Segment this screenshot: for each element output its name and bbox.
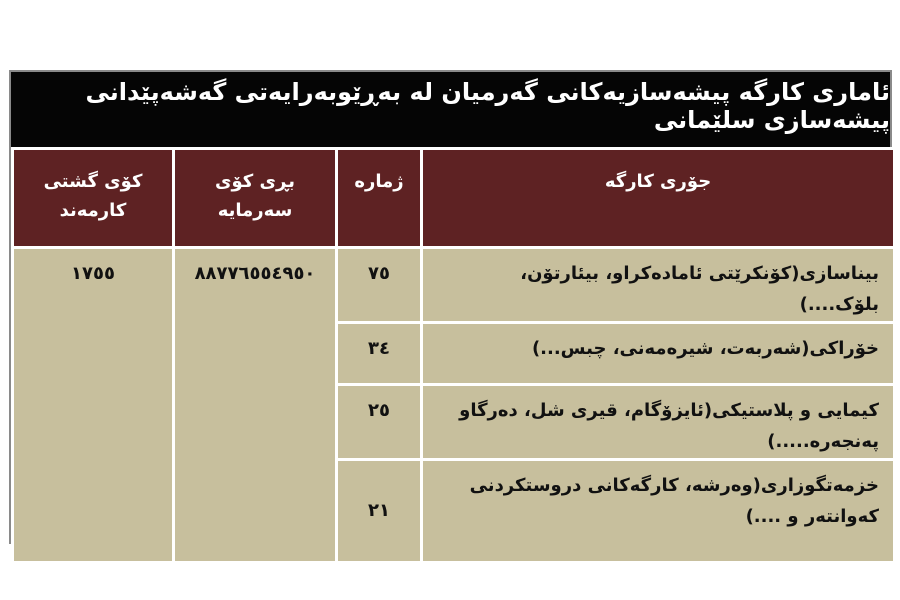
row-3-number: ٢٥ [338,386,420,458]
row-1-type: بیناسازی(کۆنکرێتی ئامادەکراو، بیئارتۆن، بلۆک....) [423,249,893,321]
table-title: ئاماری کارگە پیشەسازیەکانی گەرمیان لە بەڕێوبەرایەتی گەشەپێدانی پیشەسازی سلێمانی [11,72,890,147]
row-1-number: ٧٥ [338,249,420,321]
row-3-type: کیمایی و پلاستیکی(ئایزۆگام، قیری شل، دەرگاو پەنجەرە.....) [423,386,893,458]
header-number: ژمارە [338,150,420,246]
row-4-type: خزمەتگوزاری(وەرشە، کارگەکانی دروستکردنی کەوانتەر و ....) [423,461,893,561]
header-employees [14,150,172,246]
row-2-type: خۆراکی(شەربەت، شیرەمەنی، چبس...) [423,324,893,383]
total-capital: ٨٨٧٧٦٥٥٤٩٥٠ [175,249,335,561]
total-employees: ١٧٥٥ [14,249,172,561]
row-2-number: ٣٤ [338,324,420,383]
header-type: جۆری کارگە [423,150,893,246]
table-row [14,249,893,321]
row-4-number: ٢١ [338,461,420,561]
header-employees-text: کۆی گشتی کارمەند [43,171,143,221]
statistics-table [9,70,892,544]
header-row [14,150,893,246]
header-capital: بڕی کۆی سەرمایە [175,150,335,246]
data-grid [11,147,896,564]
